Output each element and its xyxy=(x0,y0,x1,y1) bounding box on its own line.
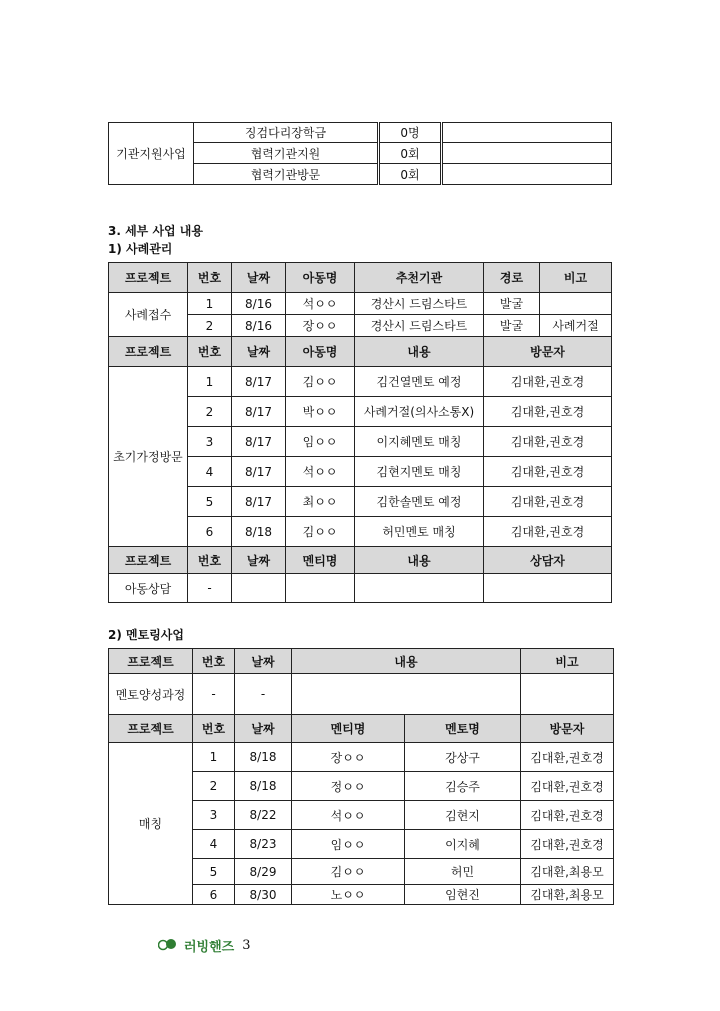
date-cell: 8/17 xyxy=(232,427,286,457)
header-cell: 방문자 xyxy=(521,715,614,743)
child-cell: 김ㅇㅇ xyxy=(286,517,355,547)
visitor-cell: 김대환,권호경 xyxy=(521,801,614,830)
date-cell: 8/17 xyxy=(232,397,286,427)
header-cell: 번호 xyxy=(188,547,232,574)
header-cell: 프로젝트 xyxy=(109,547,188,574)
date-cell: 8/17 xyxy=(232,457,286,487)
date-cell: - xyxy=(235,674,292,715)
value-cell: 0회 xyxy=(379,164,442,185)
header-cell: 내용 xyxy=(355,547,484,574)
loving-hands-logo-icon xyxy=(158,937,180,955)
value-cell: 0회 xyxy=(379,143,442,164)
subsection-title-case: 1) 사례관리 xyxy=(108,242,173,256)
content-cell: 김현지멘토 매칭 xyxy=(355,457,484,487)
note-cell xyxy=(521,674,614,715)
date-cell: 8/18 xyxy=(235,772,292,801)
case-management-table xyxy=(108,262,612,603)
header-cell: 프로젝트 xyxy=(109,337,188,367)
mentee-cell xyxy=(286,574,355,603)
visitor-cell: 김대환,권호경 xyxy=(484,457,612,487)
no-cell: 6 xyxy=(188,517,232,547)
header-cell: 비고 xyxy=(540,263,612,293)
table-row xyxy=(109,674,614,715)
no-cell: 5 xyxy=(193,859,235,885)
date-cell: 8/18 xyxy=(232,517,286,547)
no-cell: 3 xyxy=(193,801,235,830)
table-row xyxy=(109,367,612,397)
project-label: 멘토양성과정 xyxy=(109,674,193,715)
child-cell: 석ㅇㅇ xyxy=(286,293,355,315)
header-cell: 날짜 xyxy=(232,337,286,367)
project-label: 아동상담 xyxy=(109,574,188,603)
subsection-title-mentoring: 2) 멘토링사업 xyxy=(108,628,184,642)
child-cell: 장ㅇㅇ xyxy=(286,315,355,337)
mentee-cell: 노ㅇㅇ xyxy=(292,885,405,905)
header-cell: 아동명 xyxy=(286,263,355,293)
header-cell: 내용 xyxy=(355,337,484,367)
date-cell: 8/30 xyxy=(235,885,292,905)
date-cell: 8/17 xyxy=(232,367,286,397)
visitor-cell: 김대환,최용모 xyxy=(521,885,614,905)
date-cell xyxy=(232,574,286,603)
item-cell: 협력기관방문 xyxy=(194,164,379,185)
child-cell: 최ㅇㅇ xyxy=(286,487,355,517)
date-cell: 8/29 xyxy=(235,859,292,885)
visitor-cell: 김대환,권호경 xyxy=(484,397,612,427)
header-cell: 번호 xyxy=(193,649,235,674)
project-label: 매칭 xyxy=(109,743,193,905)
header-cell: 프로젝트 xyxy=(109,649,193,674)
header-cell: 날짜 xyxy=(235,649,292,674)
header-cell: 번호 xyxy=(193,715,235,743)
header-cell: 상담자 xyxy=(484,547,612,574)
mentee-cell: 장ㅇㅇ xyxy=(292,743,405,772)
no-cell: - xyxy=(193,674,235,715)
project-label: 사례접수 xyxy=(109,293,188,337)
content-cell: 허민멘토 매칭 xyxy=(355,517,484,547)
page-number: 3 xyxy=(242,938,251,953)
header-cell: 방문자 xyxy=(484,337,612,367)
value-cell: 0명 xyxy=(379,123,442,143)
mentoring-table xyxy=(108,648,614,905)
note-cell: 사례거절 xyxy=(540,315,612,337)
header-cell: 날짜 xyxy=(232,547,286,574)
header-cell: 프로젝트 xyxy=(109,263,188,293)
note-cell xyxy=(442,143,612,164)
no-cell: 1 xyxy=(193,743,235,772)
header-cell: 멘토명 xyxy=(405,715,521,743)
agency-support-table xyxy=(108,122,612,185)
mentor-cell: 김현지 xyxy=(405,801,521,830)
date-cell: 8/22 xyxy=(235,801,292,830)
route-cell: 발굴 xyxy=(484,293,540,315)
item-cell: 징검다리장학금 xyxy=(194,123,379,143)
content-cell: 이지혜멘토 매칭 xyxy=(355,427,484,457)
header-cell: 아동명 xyxy=(286,337,355,367)
table-row xyxy=(109,293,612,315)
mentee-cell: 임ㅇㅇ xyxy=(292,830,405,859)
header-cell: 경로 xyxy=(484,263,540,293)
child-cell: 김ㅇㅇ xyxy=(286,367,355,397)
date-cell: 8/16 xyxy=(232,293,286,315)
footer xyxy=(158,936,251,955)
content-cell: 김건열멘토 예정 xyxy=(355,367,484,397)
mentor-cell: 허민 xyxy=(405,859,521,885)
date-cell: 8/16 xyxy=(232,315,286,337)
date-cell: 8/18 xyxy=(235,743,292,772)
no-cell: - xyxy=(188,574,232,603)
mentee-cell: 김ㅇㅇ xyxy=(292,859,405,885)
header-cell: 멘티명 xyxy=(292,715,405,743)
route-cell: 발굴 xyxy=(484,315,540,337)
visitor-cell: 김대환,권호경 xyxy=(521,772,614,801)
header-cell: 비고 xyxy=(521,649,614,674)
visitor-cell: 김대환,권호경 xyxy=(521,830,614,859)
visitor-cell: 김대환,권호경 xyxy=(521,743,614,772)
note-cell xyxy=(442,164,612,185)
group-label: 기관지원사업 xyxy=(109,123,194,185)
header-cell: 번호 xyxy=(188,337,232,367)
child-cell: 박ㅇㅇ xyxy=(286,397,355,427)
header-cell: 날짜 xyxy=(232,263,286,293)
header-cell: 내용 xyxy=(292,649,521,674)
mentor-cell: 임현진 xyxy=(405,885,521,905)
no-cell: 1 xyxy=(188,367,232,397)
logo-text: 러빙핸즈 xyxy=(184,940,235,955)
agency-cell: 경산시 드림스타트 xyxy=(355,315,484,337)
content-cell: 사례거절(의사소통X) xyxy=(355,397,484,427)
mentee-cell: 석ㅇㅇ xyxy=(292,801,405,830)
agency-cell: 경산시 드림스타트 xyxy=(355,293,484,315)
header-cell: 프로젝트 xyxy=(109,715,193,743)
content-cell xyxy=(355,574,484,603)
header-cell: 추천기관 xyxy=(355,263,484,293)
no-cell: 4 xyxy=(193,830,235,859)
date-cell: 8/23 xyxy=(235,830,292,859)
table-row xyxy=(109,743,614,772)
counselor-cell xyxy=(484,574,612,603)
no-cell: 1 xyxy=(188,293,232,315)
child-cell: 임ㅇㅇ xyxy=(286,427,355,457)
content-cell xyxy=(292,674,521,715)
project-label: 초기가정방문 xyxy=(109,367,188,547)
no-cell: 2 xyxy=(188,315,232,337)
visitor-cell: 김대환,권호경 xyxy=(484,367,612,397)
no-cell: 5 xyxy=(188,487,232,517)
date-cell: 8/17 xyxy=(232,487,286,517)
mentor-cell: 강상구 xyxy=(405,743,521,772)
mentee-cell: 정ㅇㅇ xyxy=(292,772,405,801)
no-cell: 4 xyxy=(188,457,232,487)
no-cell: 2 xyxy=(193,772,235,801)
content-cell: 김한솔멘토 예정 xyxy=(355,487,484,517)
header-cell: 날짜 xyxy=(235,715,292,743)
mentor-cell: 김승주 xyxy=(405,772,521,801)
header-cell: 번호 xyxy=(188,263,232,293)
visitor-cell: 김대환,권호경 xyxy=(484,427,612,457)
visitor-cell: 김대환,최용모 xyxy=(521,859,614,885)
note-cell xyxy=(540,293,612,315)
note-cell xyxy=(442,123,612,143)
no-cell: 3 xyxy=(188,427,232,457)
item-cell: 협력기관지원 xyxy=(194,143,379,164)
no-cell: 6 xyxy=(193,885,235,905)
no-cell: 2 xyxy=(188,397,232,427)
section-title: 3. 세부 사업 내용 xyxy=(108,224,203,238)
visitor-cell: 김대환,권호경 xyxy=(484,517,612,547)
table-row xyxy=(109,574,612,603)
mentor-cell: 이지혜 xyxy=(405,830,521,859)
child-cell: 석ㅇㅇ xyxy=(286,457,355,487)
visitor-cell: 김대환,권호경 xyxy=(484,487,612,517)
header-cell: 멘티명 xyxy=(286,547,355,574)
